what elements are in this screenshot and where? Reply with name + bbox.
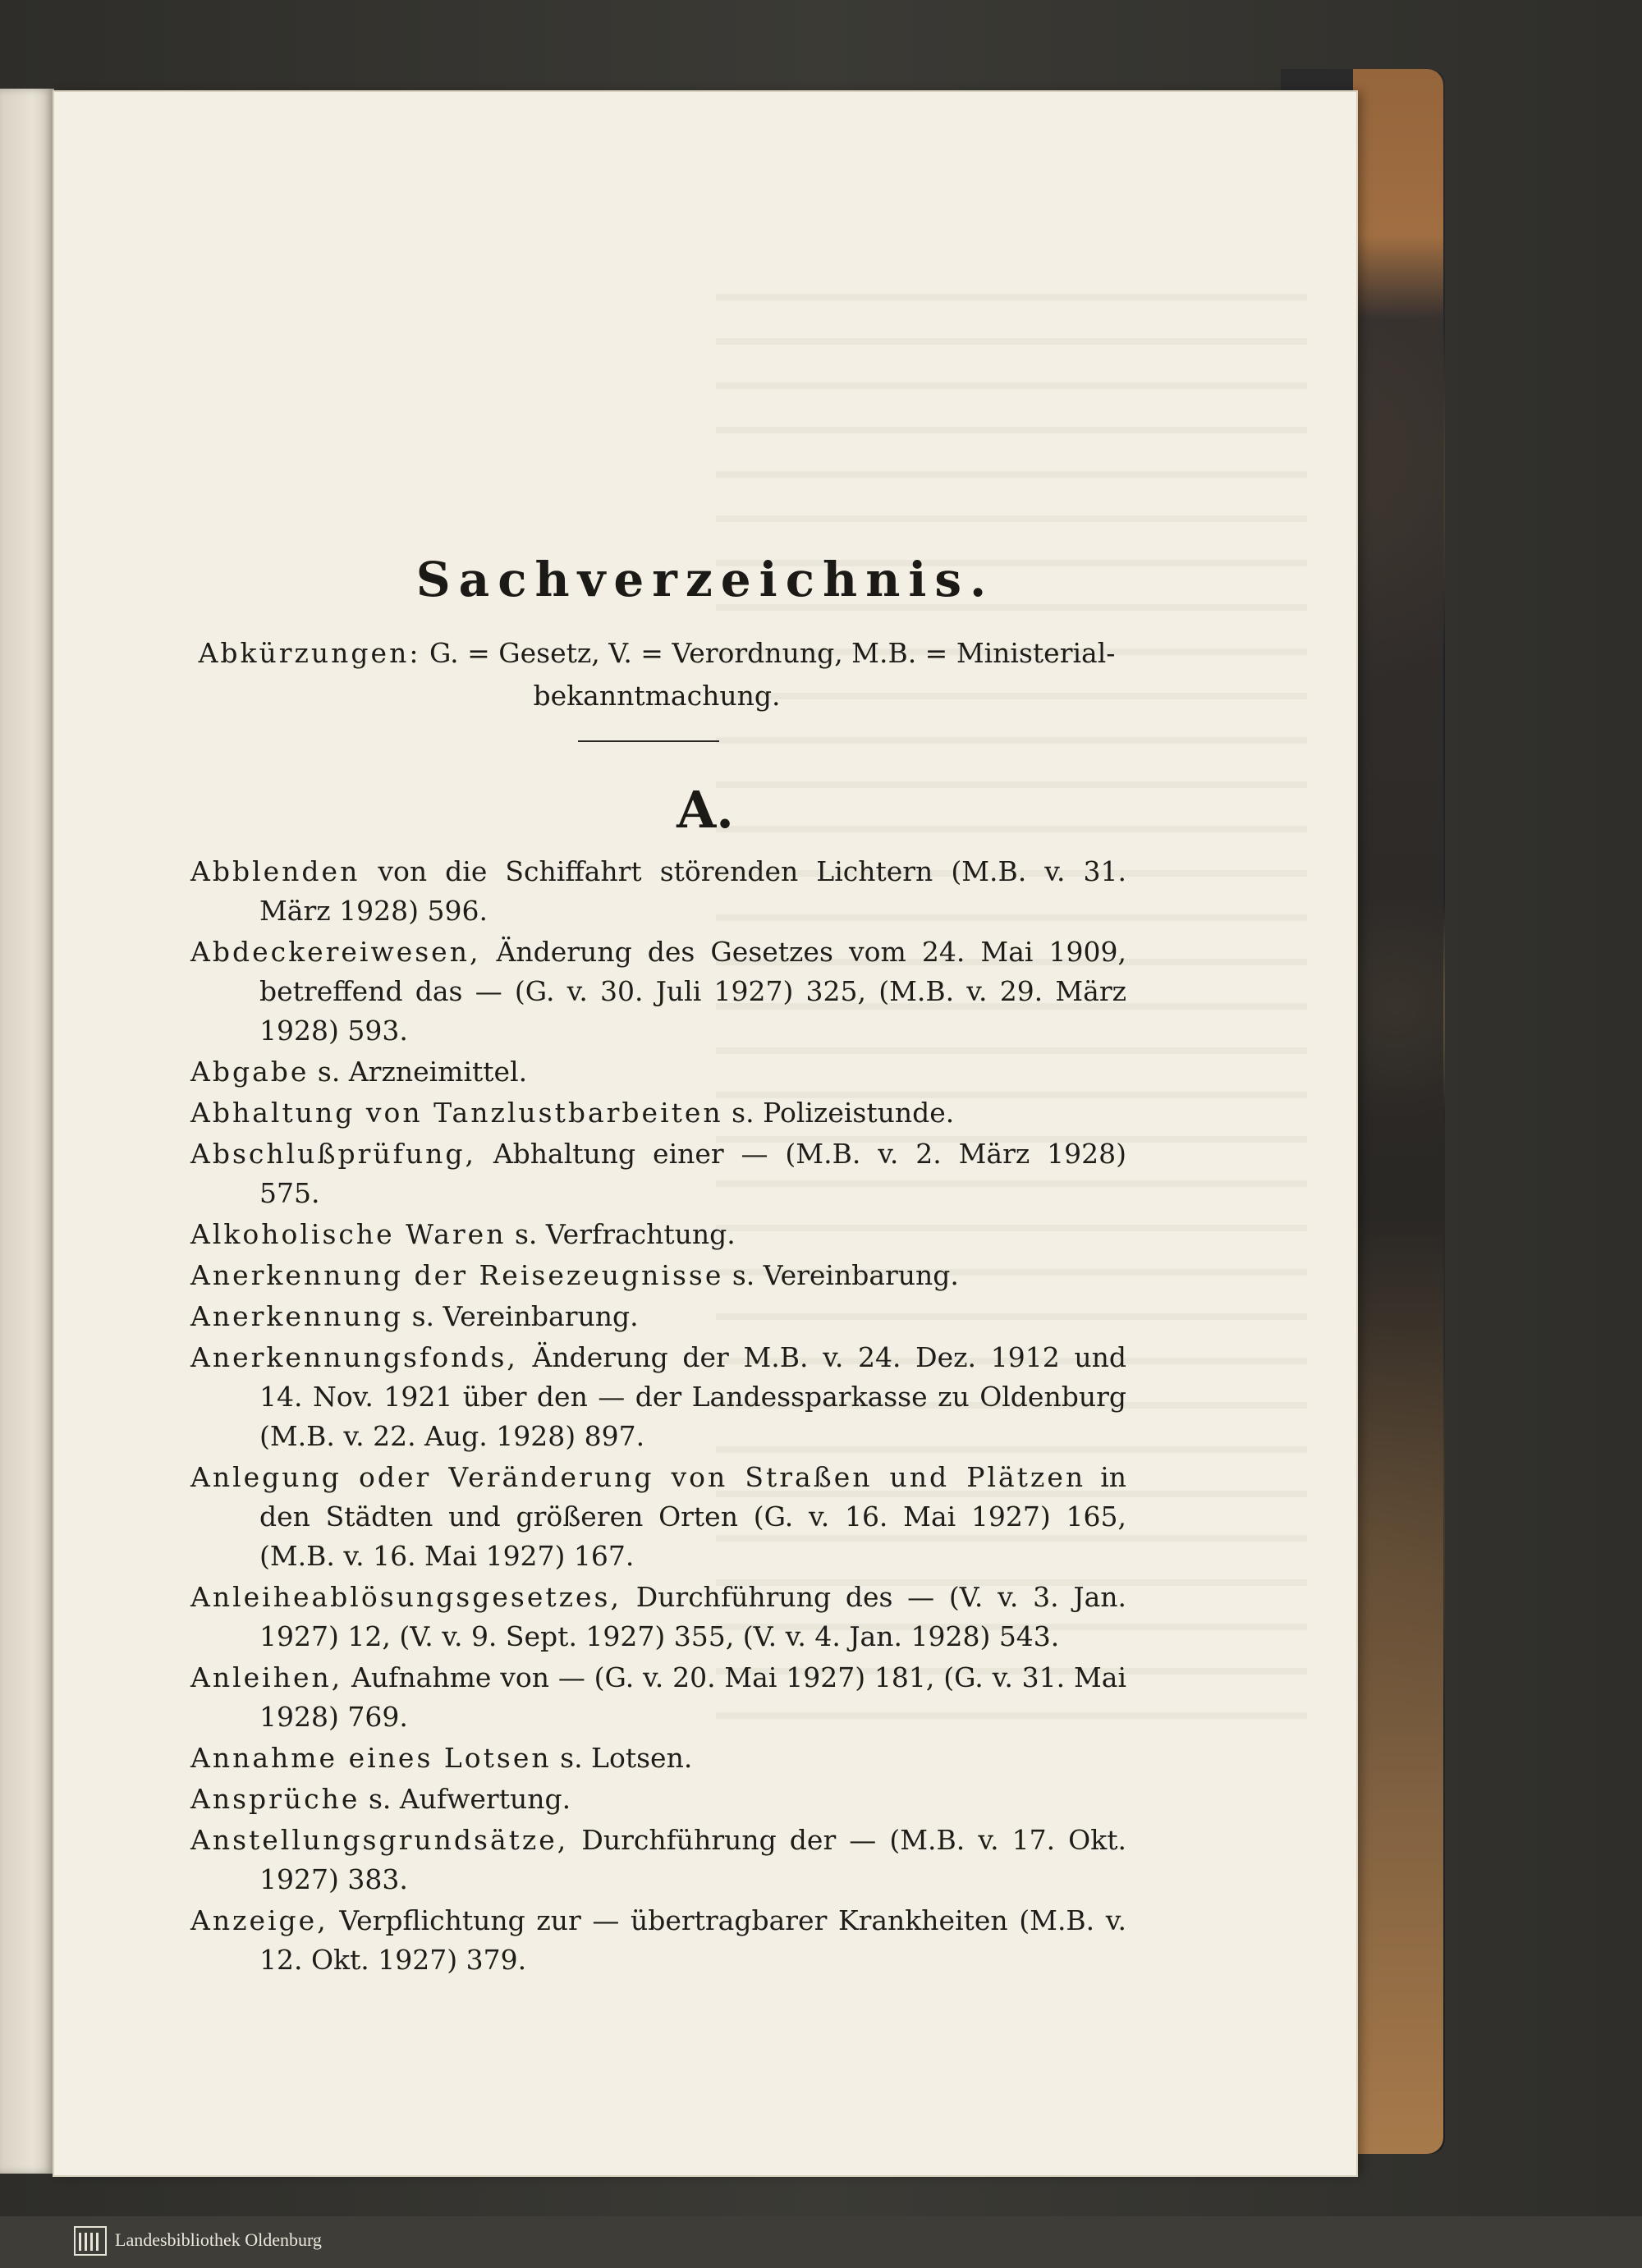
entry-head: Anleihen, bbox=[190, 1661, 343, 1693]
index-entry bbox=[190, 1739, 1126, 1778]
library-building-icon bbox=[74, 2226, 107, 2256]
index-entry bbox=[190, 1134, 1126, 1213]
entry-text: von die Schiffahrt störenden Lichtern (M.B. v. 31. März 1928) 596. bbox=[259, 855, 1126, 927]
entry-head: Anstellungsgrundsätze, bbox=[190, 1824, 569, 1856]
entry-text: s. Arzneimittel. bbox=[317, 1056, 528, 1088]
page-title: Sachverzeichnis. bbox=[415, 552, 995, 607]
index-entry bbox=[190, 1901, 1126, 1980]
cover-edge bbox=[1353, 69, 1443, 2154]
entry-head: Abblenden bbox=[190, 855, 360, 887]
entry-head: Anerkennungsfonds, bbox=[190, 1341, 518, 1373]
entry-head: Anleiheablösungsgesetzes, bbox=[190, 1581, 621, 1613]
index-entry bbox=[190, 932, 1126, 1051]
index-entry bbox=[190, 1338, 1126, 1456]
entry-head: Anlegung oder Veränderung von Straßen und Plätzen bbox=[190, 1461, 1086, 1493]
index-entry bbox=[190, 1297, 1126, 1336]
entry-head: Anzeige, bbox=[190, 1904, 328, 1936]
index-entry bbox=[190, 1821, 1126, 1899]
index-entries bbox=[190, 852, 1126, 1982]
entry-text: Änderung des Gesetzes vom 24. Mai 1909, betreffend das — (G. v. 30. Juli 1927) 325, (M.B. v. 29. März 1928) 593. bbox=[259, 936, 1126, 1047]
index-entry bbox=[190, 1256, 1126, 1295]
entry-head: Alkoholische Waren bbox=[190, 1218, 507, 1250]
entry-text: in den Städten und größeren Orten (G. v. 16. Mai 1927) 165, (M.B. v. 16. Mai 1927) 167. bbox=[259, 1461, 1127, 1572]
index-entry bbox=[190, 1458, 1126, 1576]
entry-head: Ansprüche bbox=[190, 1783, 360, 1815]
index-entry bbox=[190, 1093, 1126, 1133]
entry-text: Durchführung der — (M.B. v. 17. Okt. 1927) 383. bbox=[259, 1824, 1126, 1895]
divider-rule bbox=[578, 740, 719, 742]
entry-text: Abhaltung einer — (M.B. v. 2. März 1928) 575. bbox=[259, 1138, 1126, 1209]
index-entry bbox=[190, 852, 1126, 931]
entry-text: Aufnahme von — (G. v. 20. Mai 1927) 181, (G. v. 31. Mai 1928) 769. bbox=[259, 1661, 1126, 1733]
abbreviations-note bbox=[189, 632, 1125, 717]
entry-head: Abgabe bbox=[190, 1056, 310, 1088]
index-entry bbox=[190, 1780, 1126, 1819]
entry-text: s. Aufwertung. bbox=[368, 1783, 571, 1815]
abbreviations-label: Abkürzungen: bbox=[198, 637, 421, 669]
entry-text: Änderung der M.B. v. 24. Dez. 1912 und 14. Nov. 1921 über den — der Landessparkasse zu Oldenburg (M.B. v. 22. Aug. 1928) 897. bbox=[259, 1341, 1126, 1452]
section-letter: A. bbox=[677, 780, 734, 840]
entry-head: Anerkennung bbox=[190, 1300, 404, 1332]
index-entry bbox=[190, 1215, 1126, 1254]
index-entry bbox=[190, 1578, 1126, 1656]
entry-head: Abdeckereiwesen, bbox=[190, 936, 481, 968]
index-entry bbox=[190, 1052, 1126, 1092]
entry-text: s. Lotsen. bbox=[560, 1742, 693, 1774]
entry-text: s. Polizeistunde. bbox=[732, 1097, 955, 1129]
entry-head: Anerkennung der Reisezeugnisse bbox=[190, 1259, 724, 1291]
entry-text: Verpflichtung zur — übertragbarer Krankheiten (M.B. v. 12. Okt. 1927) 379. bbox=[259, 1904, 1126, 1976]
entry-text: Durchführung des — (V. v. 3. Jan. 1927) 12, (V. v. 9. Sept. 1927) 355, (V. v. 4. Jan. 1928) 543. bbox=[259, 1581, 1126, 1652]
footer-library-name: Landesbibliothek Oldenburg bbox=[115, 2229, 322, 2250]
abbreviations-text: G. = Gesetz, V. = Verordnung, M.B. = Ministerial-bekanntmachung. bbox=[429, 637, 1116, 712]
index-entry bbox=[190, 1658, 1126, 1737]
entry-text: s. Vereinbarung. bbox=[411, 1300, 639, 1332]
entry-head: Abschlußprüfung, bbox=[190, 1138, 476, 1170]
entry-text: s. Verfrachtung. bbox=[514, 1218, 736, 1250]
entry-head: Abhaltung von Tanzlustbarbeiten bbox=[190, 1097, 723, 1129]
entry-text: s. Vereinbarung. bbox=[732, 1259, 959, 1291]
left-page-edge bbox=[0, 89, 54, 2174]
entry-head: Annahme eines Lotsen bbox=[190, 1742, 552, 1774]
